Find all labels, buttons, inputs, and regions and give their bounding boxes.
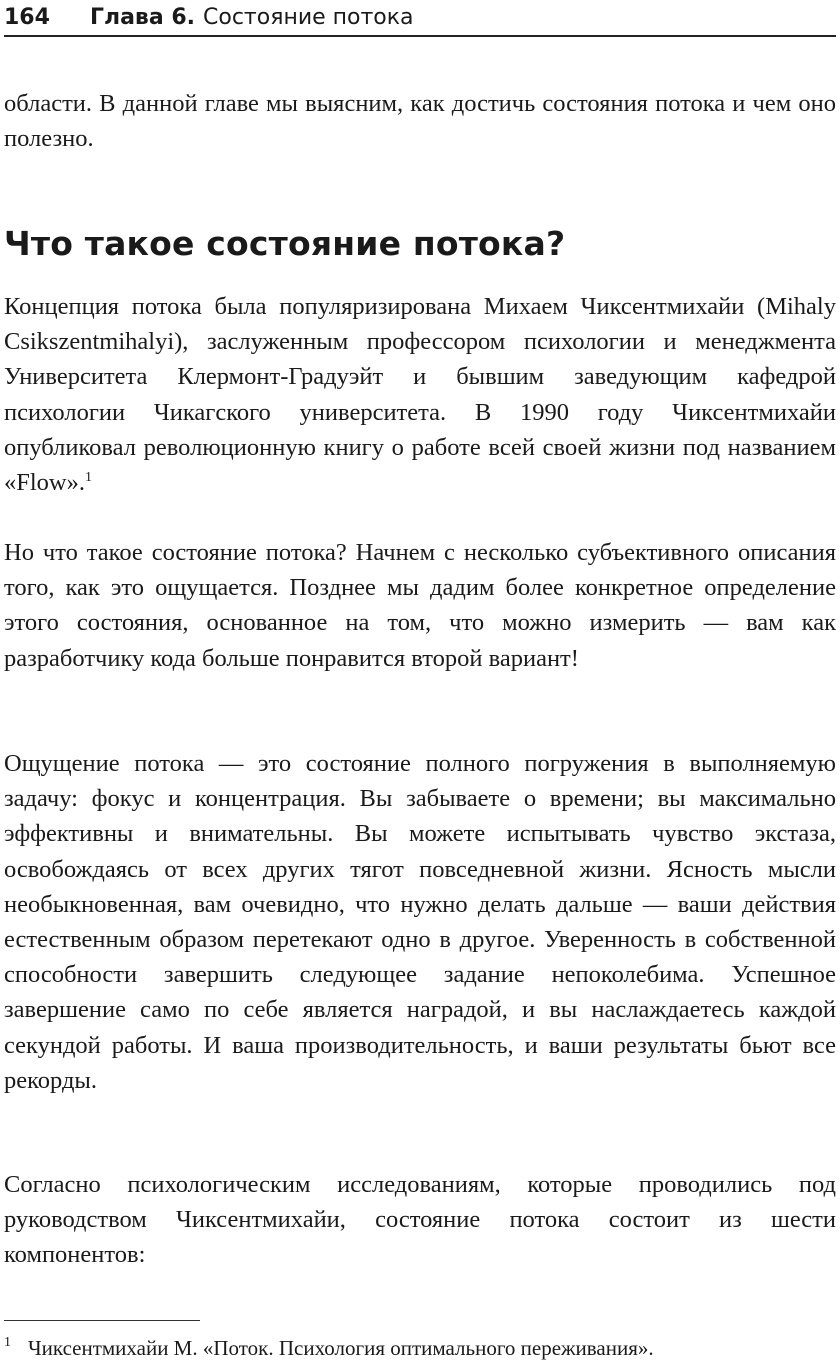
paragraph-subjective-description: Но что такое состояние потока? Начнем с несколько субъективного описания того, как это ощущается. Позднее мы дадим более конкретное определение этого состояния, основанное на том, что можно измерить — вам как разработчику кода больше понравится второй вариант! [4, 539, 836, 672]
paragraph-six-components: Согласно психологическим исследованиям, которые проводились под руководством Чиксентмихайи, состояние потока состоит из шести компонентов: [4, 1171, 836, 1269]
intro-continuation-paragraph: области. В данной главе мы выясним, как достичь состояния потока и чем оно полезно. [4, 90, 836, 153]
footnote-marker: 1 [4, 1335, 11, 1350]
footnote [4, 1333, 836, 1363]
paragraph-flow-concept [4, 289, 836, 500]
running-header [4, 0, 836, 32]
chapter-label: Глава 6. [89, 5, 196, 30]
footnote-text: Чиксентмихайи М. «Поток. Психология оптимального переживания». [28, 1336, 654, 1360]
paragraph-text: Концепция потока была популяризирована Михаем Чиксентмихайи (Mihaly Csikszentmihalyi), заслуженным профессором психологии и менеджмента Университета Клермонт-Градуэйт и бывшим заведующим кафедрой психологии Чикагского университета. В 1990 году Чиксентмихайи опубликовал революционную книгу о работе всей своей жизни под названием «Flow». [4, 293, 836, 497]
paragraph-flow-feeling: Ощущение потока — это состояние полного погружения в выполняемую задачу: фокус и концентрация. Вы забываете о времени; вы максимально эффективны и внимательны. Вы можете испытывать чувство экстаза, освобождаясь от всех других тягот повседневной жизни. Ясность мысли необыкновенная, вам очевидно, что нужно делать дальше — ваши действия естественным образом перетекают одно в другое. Уверенность в собственной способности завершить следующее задание непоколебима. Успешное завершение само по себе является наградой, и вы наслаждаетесь каждой секундой работы. И ваша производительность, и ваши результаты бьют все рекорды. [4, 750, 836, 1094]
footnote-divider [4, 1320, 200, 1321]
footnote-reference[interactable]: 1 [85, 469, 93, 485]
chapter-title: Состояние потока [203, 5, 414, 30]
header-divider [4, 35, 836, 37]
section-heading: Что такое состояние потока? [4, 224, 566, 263]
page-number: 164 [4, 5, 50, 30]
